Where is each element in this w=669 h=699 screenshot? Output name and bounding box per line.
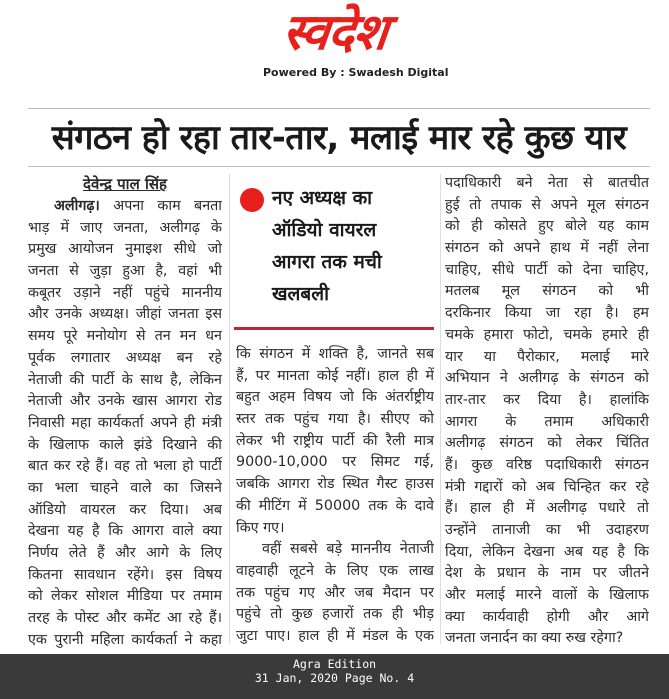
callout-line: ऑडियो वायरल <box>272 219 377 241</box>
callout-line: खलबली <box>272 283 330 305</box>
powered-by-text: Powered By : Swadesh Digital <box>263 66 449 79</box>
text-line: किए गए। <box>236 519 285 536</box>
text-line: दिया, लेकिन देखना अब यह है कि <box>445 543 649 560</box>
text-line: संगठन को अपने हाथ में नहीं लेना <box>445 240 649 257</box>
dateline: अलीगढ़। <box>54 198 100 214</box>
callout-line: नए अध्यक्ष का <box>272 187 373 209</box>
text-line: चाहिए, सीधे पार्टी को देना चाहिए, <box>445 261 649 278</box>
text-line: पदाधिकारी बने नेता से बातचीत <box>445 175 649 191</box>
text-line: और उनके अध्यक्ष। जीहां जनता इस <box>28 306 222 323</box>
text-line: मंत्री गद्दारों को अब चिन्हित कर रहे <box>445 478 649 495</box>
text-line: प्रमुख आयोजन नुमाइश सीधे जो <box>28 241 222 258</box>
text-line: यार या पैरोकार, मलाई मारे <box>445 348 649 365</box>
text-line-content: अपना काम बनता <box>99 198 222 214</box>
text-line: की मीटिंग में 50000 तक के दावे <box>236 497 434 514</box>
text-line <box>28 196 222 218</box>
callout-line: आगरा तक मची <box>272 251 382 273</box>
text-line: को ही कोसते हुए बोले यह काम <box>445 218 649 235</box>
text-line: बात कर रहे हैं। वह तो भला हो पार्टी <box>28 458 222 475</box>
text-line: एक पुरानी महिला कार्यकर्ता ने कहा <box>28 631 222 648</box>
text-line: और मलाई मारने वालों के खिलाफ <box>445 587 649 604</box>
callout-text <box>272 182 382 310</box>
text-line: निवासी महा कार्यकर्ता अपने ही मंत्री <box>28 414 222 431</box>
masthead-logo <box>0 2 669 62</box>
text-line: समय पूरे मनोयोग से तन मन धन <box>28 328 222 345</box>
text-line: जबकि आगरा रोड स्थित गैस्ट हाउस <box>236 476 434 493</box>
text-line: हैं, पर मानता कोई नहीं। हाल ही में <box>236 367 434 384</box>
byline: देवेन्द्र पाल सिंह <box>83 175 167 193</box>
text-line: देश के प्रधान के नाम पर जीतने <box>445 565 649 582</box>
footer-bar <box>0 654 669 699</box>
text-line: नेताजी की पार्टी के साथ है, लेकिन <box>28 371 222 388</box>
logo-text: स्वदेश <box>279 3 390 61</box>
text-line: मतलब मूल संगठन को भी <box>445 283 649 300</box>
text-line: वाहवाही लूटने के लिए एक लाख <box>236 562 434 579</box>
text-line: निर्णय लेते हैं और आगे के लिए <box>28 545 222 561</box>
headline: संगठन हो रहा तार-तार, मलाई मार रहे कुछ यार <box>51 118 627 158</box>
text-line: कबूतर उड़ाने नहीं पहुंचे माननीय <box>28 284 222 301</box>
text-line: चमके हमारा फोटो, चमके हमारे ही <box>445 326 649 343</box>
callout-underline <box>234 327 434 330</box>
text-line: पहुंचे तो कुछ हजारों तक ही भीड़ <box>236 606 434 623</box>
text-line: का भला चाहने वाले का जिसने <box>28 479 222 496</box>
text-line: हैं। कुछ वरिष्ठ पदाधिकारी संगठन <box>445 456 649 473</box>
text-line: कितना सावधान रहेंगे। इस विषय <box>28 566 222 583</box>
text-line: उन्होंने तानाजी का भी उदाहरण <box>445 522 649 538</box>
text-line: जुटा पाए। हाल ही में मंडल के एक <box>236 627 434 644</box>
text-line: तक पहुंच गए और जब मैदान पर <box>236 584 434 601</box>
text-line: हैं। हाल ही में अलीगढ़ पधारे तो <box>445 500 649 517</box>
text-line: के खिलाफ काले झंडे दिखाने की <box>28 436 222 453</box>
date-page-label: 31 Jan, 2020 Page No. 4 <box>254 671 415 685</box>
text-line: लेकर भी राष्ट्रीय पार्टी की रैली मात्र <box>236 432 434 449</box>
text-line: तार-तार कर दिया है। हालांकि <box>445 391 649 408</box>
text-line: पूर्वक लगातार अध्यक्ष बन रहे <box>28 349 222 366</box>
text-line: दरकिनार किया जा रहा है। हम <box>445 305 649 322</box>
text-line: ऑडियो वायरल कर दिया। अब <box>28 501 222 518</box>
text-line: को लेकर सोशल मीडिया पर तमाम <box>28 588 222 605</box>
column-divider <box>229 174 230 644</box>
text-line: कि संगठन में शक्ति है, जानते सब <box>236 346 434 362</box>
text-line: बहुत अहम विषय जो कि अंतर्राष्ट्रीय <box>236 389 434 406</box>
text-line: तरह के पोस्ट और कमेंट आ रहे हैं। <box>28 610 222 627</box>
text-line: स्तर तक पहुंच गया है। सीएए को <box>236 411 434 428</box>
text-line: क्या कार्यवाही होगी और आगे <box>445 608 649 625</box>
text-line: 9000-10,000 पर सिमट गई, <box>236 454 434 471</box>
text-line: भाड़ में जाए जनता, अलीगढ़ के <box>28 219 222 236</box>
text-line: अलीगढ़ संगठन को लेकर चिंतित <box>445 435 649 452</box>
text-line: नेताजी और उनके खास आगरा रोड <box>28 393 222 410</box>
divider <box>28 108 650 109</box>
text-line: वहीं सबसे बड़े माननीय नेताजी <box>262 541 434 558</box>
text-line: जनता से जुड़ा हुआ है, वहां भी <box>28 263 222 280</box>
text-line: हुई तो तपाक से अपने मूल संगठन <box>445 196 649 213</box>
text-line: अभियान ने अलीगढ़ के संगठन को <box>445 370 649 387</box>
article-column-3 <box>445 173 649 650</box>
text-line: जनता जनार्दन का क्या रुख रहेगा? <box>445 630 624 647</box>
text-line: आगरा के तमाम अधिकारी <box>445 413 649 430</box>
column-divider <box>440 174 441 644</box>
text-line: देखना यह है कि आगरा वाले क्या <box>28 523 222 540</box>
edition-label: Agra Edition <box>292 657 377 671</box>
red-bullet-icon <box>240 188 264 212</box>
divider <box>28 166 650 167</box>
article-column-1 <box>28 196 222 651</box>
article-column-2 <box>236 344 434 648</box>
